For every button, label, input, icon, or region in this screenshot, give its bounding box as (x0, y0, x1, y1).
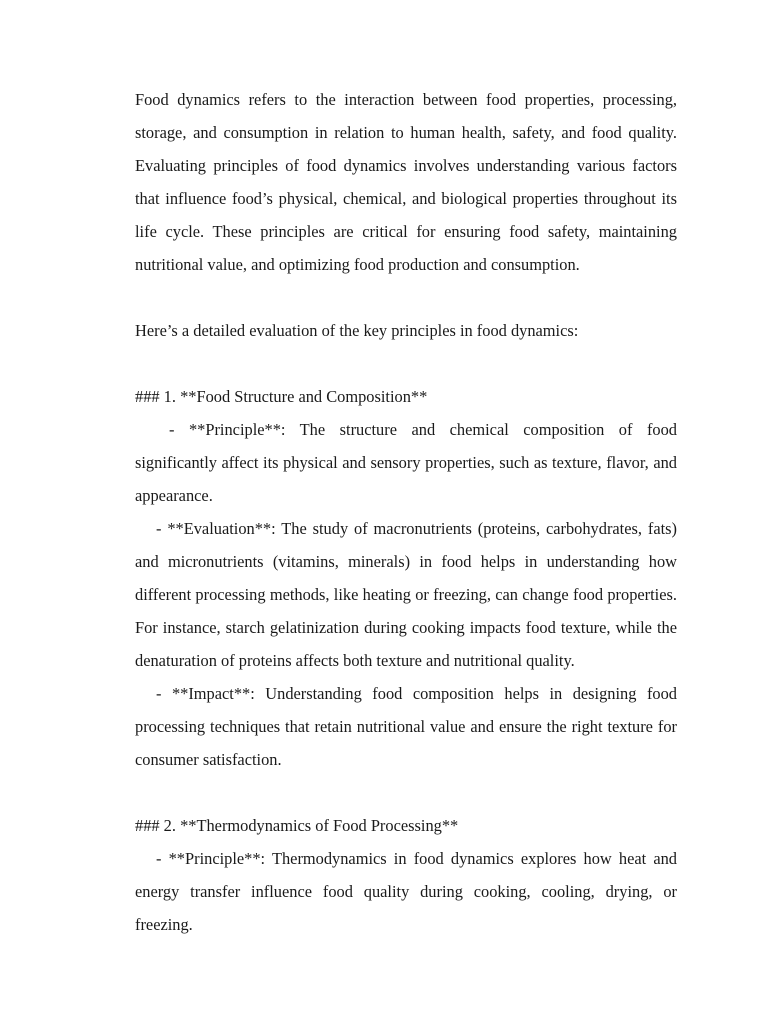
intro-paragraph: Food dynamics refers to the interaction between food properties, processing, storage, and consumption in relation to human health, safety, and food quality. Evaluating principles of food dynamics involves understanding various factors that influence food’s physical, chemical, and biological properties throughout its life cycle. These principles are critical for ensuring food safety, maintaining nutritional value, and optimizing food production and consumption. (135, 90, 677, 274)
section-1-heading: ### 1. **Food Structure and Composition** (135, 387, 428, 406)
document-page (135, 83, 677, 941)
section-2-principle-bullet: - **Principle**: Thermodynamics in food dynamics explores how heat and energy transfer influence food quality during cooking, cooling, drying, or freezing. (135, 849, 677, 934)
paragraph-gap (135, 347, 677, 380)
section-1-principle-bullet: - **Principle**: The structure and chemical composition of food significantly affect its physical and sensory properties, such as texture, flavor, and appearance. (135, 420, 677, 505)
paragraph-gap (135, 281, 677, 314)
lead-in-paragraph: Here’s a detailed evaluation of the key principles in food dynamics: (135, 321, 579, 340)
section-2-heading: ### 2. **Thermodynamics of Food Processing** (135, 816, 459, 835)
section-1-impact-bullet: - **Impact**: Understanding food composition helps in designing food processing techniques that retain nutritional value and ensure the right texture for consumer satisfaction. (135, 684, 677, 769)
section-1-evaluation-bullet: - **Evaluation**: The study of macronutrients (proteins, carbohydrates, fats) and micronutrients (vitamins, minerals) in food helps in understanding how different processing methods, like heating or freezing, can change food properties. For instance, starch gelatinization during cooking impacts food texture, while the denaturation of proteins affects both texture and nutritional quality. (135, 519, 677, 670)
paragraph-gap (135, 776, 677, 809)
